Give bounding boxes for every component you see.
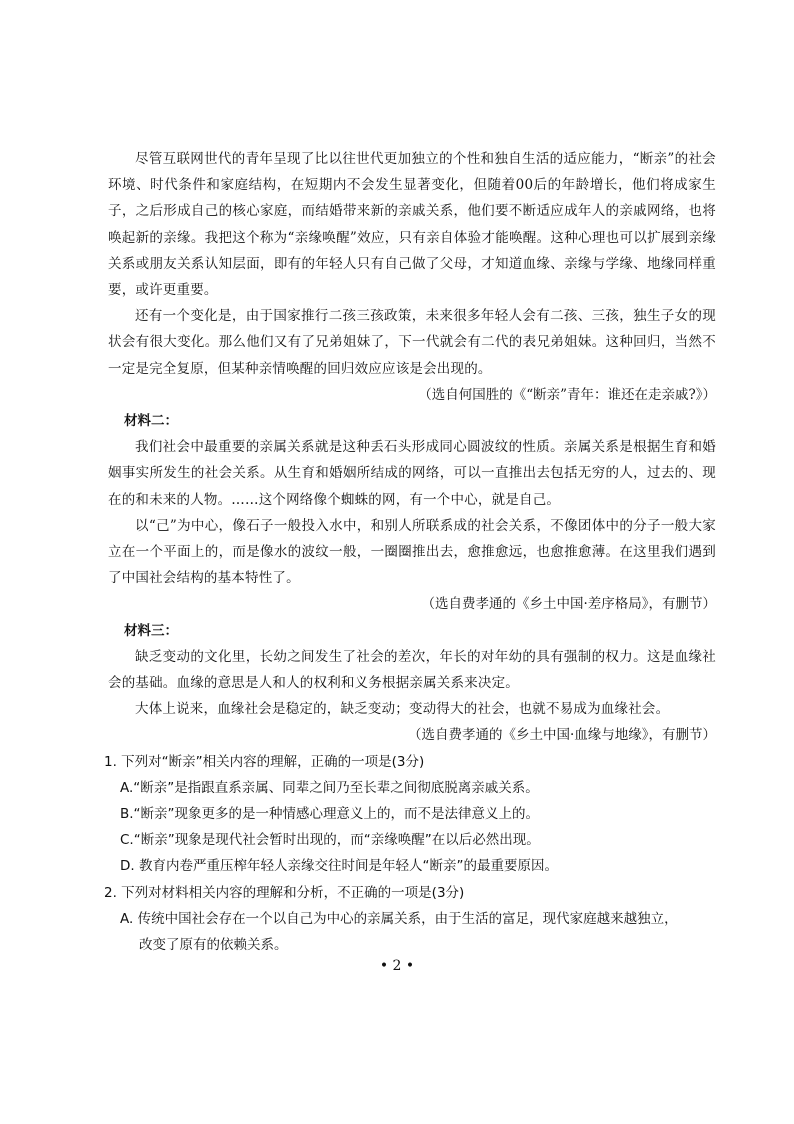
question-2-stem: 2. 下列对材料相关内容的理解和分析，不正确的一项是(3分)	[104, 884, 465, 901]
question-1-option-a: A.“断亲”是指跟直系亲属、同辈之间乃至长辈之间彻底脱离亲戚关系。	[120, 779, 539, 796]
question-1-option-c: C.“断亲”现象是现代社会暂时出现的，而“亲缘唤醒”在以后必然出现。	[120, 832, 540, 849]
material2-source: （选自费孝通的《乡土中国·差序格局》，有删节）	[421, 596, 716, 613]
material2-paragraph-1: 我们社会中最重要的亲属关系就是这种丢石头形成同心圆波纹的性质。亲属关系是根据生育和婚姻事实所发生的社会关系。从生育和婚姻所结成的网络，可以一直推出去包括无穷的人，过去的、现在的和未来的人物。……这个网络像个蜘蛛的网，有一个中心，就是自己。	[108, 439, 716, 508]
page-number: • 2 •	[379, 958, 415, 974]
material3-paragraph-2: 大体上说来，血缘社会是稳定的，缺乏变动；变动得大的社会，也就不易成为血缘社会。	[135, 701, 670, 718]
material1-paragraph-2: 还有一个变化是，由于国家推行二孩三孩政策，未来很多年轻人会有二孩、三孩，独生子女的现状会有很大变化。那么他们又有了兄弟姐妹了，下一代就会有二代的表兄弟姐妹。这种回归，当然不一定是完全复原，但某种亲情唤醒的回归效应应该是会出现的。	[108, 308, 716, 377]
question-2-option-a: A. 传统中国社会存在一个以自己为中心的亲属关系，由于生活的富足，现代家庭越来越独立，	[120, 910, 678, 927]
question-1-option-b: B.“断亲”现象更多的是一种情感心理意义上的，而不是法律意义上的。	[120, 806, 540, 823]
question-2-option-a-continued: 改变了原有的依赖关系。	[139, 937, 288, 954]
material2-heading: 材料二：	[124, 413, 178, 430]
question-1-stem: 1. 下列对“断亲”相关内容的理解，正确的一项是(3分)	[104, 753, 425, 770]
material3-heading: 材料三：	[124, 622, 178, 639]
material1-paragraph-1: 尽管互联网世代的青年呈现了比以往世代更加独立的个性和独自生活的适应能力，“断亲”的社会环境、时代条件和家庭结构，在短期内不会发生显著变化，但随着00后的年龄增长，他们将成家生子，之后形成自己的核心家庭，而结婚带来新的亲戚关系，他们要不断适应成年人的亲戚网络，也将唤起新的亲缘。我把这个称为“亲缘唤醒”效应，只有亲自体验才能唤醒。这种心理也可以扩展到亲缘关系或朋友关系认知层面，即有的年轻人只有自己做了父母，才知道血缘、亲缘与学缘、地缘同样重要，或许更重要。	[108, 151, 716, 299]
material3-source: （选自费孝通的《乡土中国·血缘与地缘》，有删节）	[407, 727, 716, 744]
material1-source: （选自何国胜的《“断亲”青年：谁还在走亲戚?》）	[418, 386, 716, 403]
question-1-option-d: D. 教育内卷严重压榨年轻人亲缘交往时间是年轻人“断亲”的最重要原因。	[120, 858, 558, 875]
material2-paragraph-2: 以“己”为中心，像石子一般投入水中，和别人所联系成的社会关系，不像团体中的分子一般大家立在一个平面上的，而是像水的波纹一般，一圈圈推出去，愈推愈远，也愈推愈薄。在这里我们遇到了中国社会结构的基本特性了。	[108, 517, 716, 587]
exam-page-content	[104, 146, 716, 958]
material3-paragraph-1: 缺乏变动的文化里，长幼之间发生了社会的差次，年长的对年幼的具有强制的权力。这是血缘社会的基础。血缘的意思是人和人的权利和义务根据亲属关系来决定。	[108, 648, 716, 692]
